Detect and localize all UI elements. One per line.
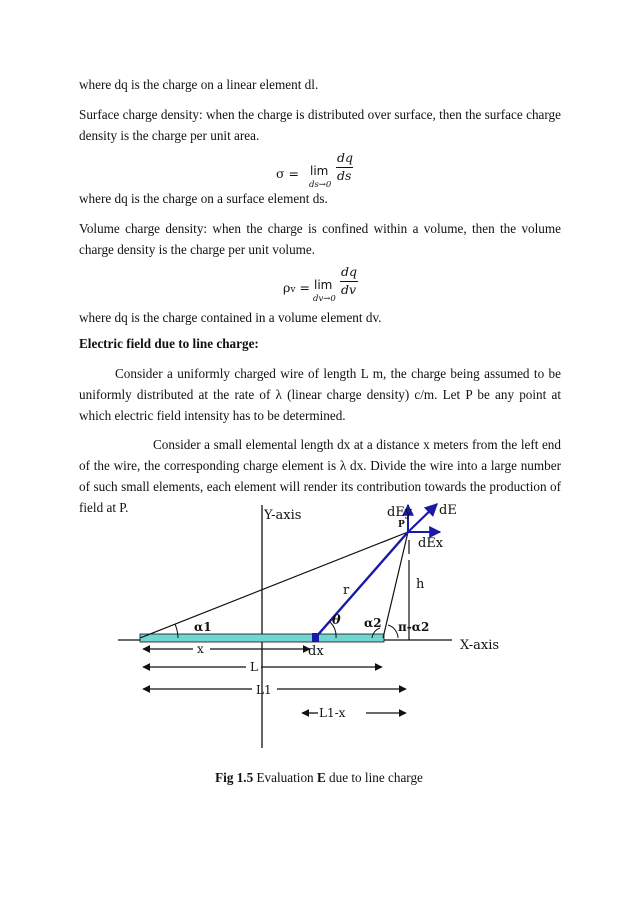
dex-label: dEx — [418, 536, 444, 551]
paragraph-linear-element: where dq is the charge on a linear element dl. — [79, 77, 319, 92]
caption-rest: due to line charge — [325, 770, 423, 785]
x-axis-label: X-axis — [460, 638, 500, 653]
de-label: dE — [439, 503, 457, 518]
dim-l1x-label: L1-x — [319, 706, 346, 720]
eq2-lim: lim — [314, 278, 333, 292]
section-heading: Electric field due to line charge: — [79, 336, 259, 351]
dim-x-label: x — [197, 642, 204, 656]
eq1-denominator: ds — [337, 168, 352, 183]
caption-text: Evaluation — [253, 770, 317, 785]
alpha2-label: α2 — [364, 616, 382, 630]
eq1-limit-sub: ds→0 — [309, 180, 332, 190]
caption-bold-e: E — [316, 770, 326, 785]
dx-label: dx — [308, 644, 324, 659]
pi-minus-alpha2-arc — [388, 625, 398, 638]
paragraph-elemental-length: Consider a small elemental length dx at a distance x meters from the left end of the wire, the corresponding charge element is λ dx. Divide the wire into a large number of such small elements, each element will render its contribution towards the production of field at P. — [79, 437, 561, 515]
paragraph-line-charge-setup: Consider a uniformly charged wire of length L m, the charge being assumed to be uniformly distributed at the rate of λ (linear charge density) c/m. Let P be any point at which electric field intensity has to be determined. — [79, 366, 561, 423]
dim-l-label: L — [250, 660, 258, 674]
alpha1-label: α1 — [194, 620, 212, 634]
paragraph-volume-charge-density: Volume charge density: when the charge is confined within a volume, then the volume charge density is the charge per unit volume. — [79, 221, 561, 257]
paragraph-surface-element: where dq is the charge on a surface element ds. — [79, 191, 328, 206]
dim-l1-label: L1 — [256, 683, 272, 697]
eq2-denominator: dv — [341, 282, 357, 297]
radius-vector-r — [316, 532, 408, 637]
de-vector — [408, 504, 437, 532]
pi-minus-alpha2-label: π-α2 — [398, 620, 430, 634]
figure-caption — [0, 770, 638, 786]
theta-label: θ — [332, 613, 341, 628]
point-p-label: P — [398, 520, 405, 530]
h-label: h — [416, 577, 425, 592]
r-label: r — [343, 583, 350, 598]
charged-wire — [140, 634, 384, 642]
dey-label: dEy — [387, 505, 413, 520]
eq1-lim: lim — [310, 164, 329, 178]
eq2-numerator: dq — [341, 264, 358, 279]
eq2-lhs: ρv = — [283, 280, 310, 295]
eq1-numerator: dq — [337, 150, 354, 165]
eq1-lhs: σ = — [276, 166, 299, 181]
paragraph-surface-charge-density: Surface charge density: when the charge is distributed over surface, then the surface charge density is the charge per unit area. — [79, 107, 561, 143]
eq2-limit-sub: dv→0 — [313, 294, 336, 304]
paragraph-volume-element: where dq is the charge contained in a volume element dv. — [79, 310, 382, 325]
y-axis-label: Y-axis — [264, 508, 302, 523]
caption-label: Fig 1.5 — [215, 770, 254, 785]
